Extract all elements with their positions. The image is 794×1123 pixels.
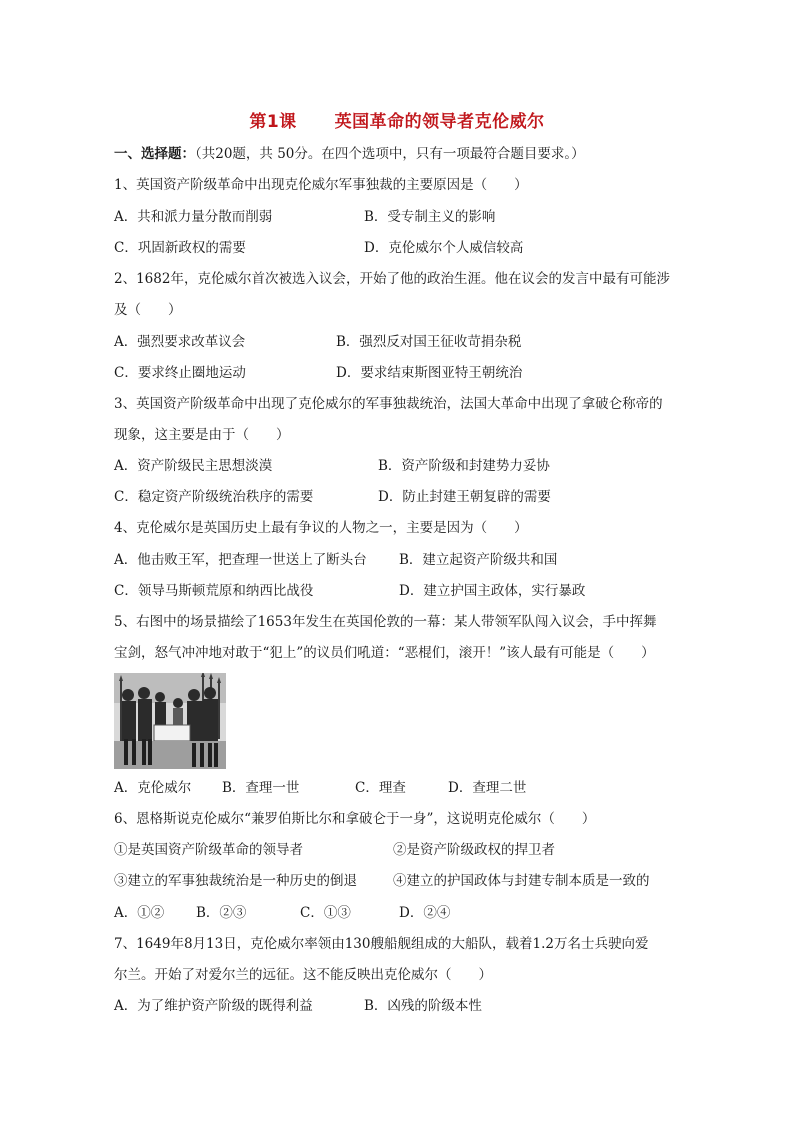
q4-option-d: D．建立护国主政体，实行暴政 xyxy=(399,583,586,599)
lesson-number: 第1课 xyxy=(249,112,297,132)
q6-statement-4: ④建立的护国政体与封建专制本质是一致的 xyxy=(393,873,650,889)
q6-stem: 6、恩格斯说克伦威尔“兼罗伯斯比尔和拿破仑于一身”，这说明克伦威尔（ ） xyxy=(114,811,596,827)
q2-option-c: C．要求终止圈地运动 xyxy=(114,365,246,381)
section-label: 一、选择题： xyxy=(114,146,195,162)
q7-stem-line1: 7、1649年8月13日，克伦威尔率领由130艘船舰组成的大船队，载着1.2万名士兵驶向爱 xyxy=(114,936,649,952)
q6-option-d: D．②④ xyxy=(399,905,451,921)
q6-option-b: B．②③ xyxy=(196,905,247,921)
q1-option-c: C．巩固新政权的需要 xyxy=(114,240,246,256)
q2-option-b: B．强烈反对国王征收苛捐杂税 xyxy=(336,334,522,350)
historical-engraving-image xyxy=(114,673,226,769)
q5-option-c: C．理查 xyxy=(355,780,406,796)
page-title xyxy=(0,107,794,132)
q3-option-c: C．稳定资产阶级统治秩序的需要 xyxy=(114,489,314,505)
q4-stem: 4、克伦威尔是英国历史上最有争议的人物之一，主要是因为（ ） xyxy=(114,520,528,536)
q1-option-d: D．克伦威尔个人威信较高 xyxy=(364,240,524,256)
q4-option-b: B．建立起资产阶级共和国 xyxy=(399,552,558,568)
q7-stem-line2: 尔兰。开始了对爱尔兰的远征。这不能反映出克伦威尔（ ） xyxy=(114,967,492,983)
q3-stem-line1: 3、英国资产阶级革命中出现了克伦威尔的军事独裁统治，法国大革命中出现了拿破仑称帝的 xyxy=(114,396,663,412)
lesson-name: 英国革命的领导者克伦威尔 xyxy=(334,112,545,132)
q5-option-d: D．查理二世 xyxy=(448,780,527,796)
q3-option-d: D．防止封建王朝复辟的需要 xyxy=(378,489,551,505)
engraving-illustration xyxy=(114,673,226,769)
q3-option-b: B．资产阶级和封建势力妥协 xyxy=(378,458,550,474)
q5-option-b: B．查理一世 xyxy=(222,780,300,796)
q6-option-a: A．①② xyxy=(114,905,165,921)
q7-option-a: A．为了维护资产阶级的既得利益 xyxy=(114,998,313,1014)
q1-stem: 1、英国资产阶级革命中出现克伦威尔军事独裁的主要原因是（ ） xyxy=(114,177,528,193)
q4-option-a: A．他击败王军，把查理一世送上了断头台 xyxy=(114,552,367,568)
q4-option-c: C．领导马斯顿荒原和纳西比战役 xyxy=(114,583,314,599)
q1-option-a: A．共和派力量分散而削弱 xyxy=(114,209,273,225)
q5-stem-line1: 5、右图中的场景描绘了1653年发生在英国伦敦的一幕：某人带领军队闯入议会，手中挥舞 xyxy=(114,614,657,630)
q6-statement-3: ③建立的军事独裁统治是一种历史的倒退 xyxy=(114,873,357,889)
q6-statement-2: ②是资产阶级政权的捍卫者 xyxy=(393,842,555,858)
q1-option-b: B．受专制主义的影响 xyxy=(364,209,496,225)
q5-stem-line2: 宝剑，怒气冲冲地对敢于“犯上”的议员们吼道：“恶棍们，滚开！”该人最有可能是（ ） xyxy=(114,645,655,661)
q5-option-a: A．克伦威尔 xyxy=(114,780,192,796)
q2-stem-line2: 及（ ） xyxy=(114,302,182,318)
q7-option-b: B．凶残的阶级本性 xyxy=(364,998,482,1014)
section-note: （共20题，共 50分。在四个选项中，只有一项最符合题目要求。） xyxy=(195,146,585,162)
section-heading xyxy=(114,145,585,163)
q6-option-c: C．①③ xyxy=(300,905,351,921)
q6-statement-1: ①是英国资产阶级革命的领导者 xyxy=(114,842,303,858)
q3-option-a: A．资产阶级民主思想淡漠 xyxy=(114,458,273,474)
q2-option-a: A．强烈要求改革议会 xyxy=(114,334,246,350)
q2-option-d: D．要求结束斯图亚特王朝统治 xyxy=(336,365,523,381)
q3-stem-line2: 现象，这主要是由于（ ） xyxy=(114,427,290,443)
q2-stem-line1: 2、1682年，克伦威尔首次被选入议会，开始了他的政治生涯。他在议会的发言中最有可能涉 xyxy=(114,271,670,287)
